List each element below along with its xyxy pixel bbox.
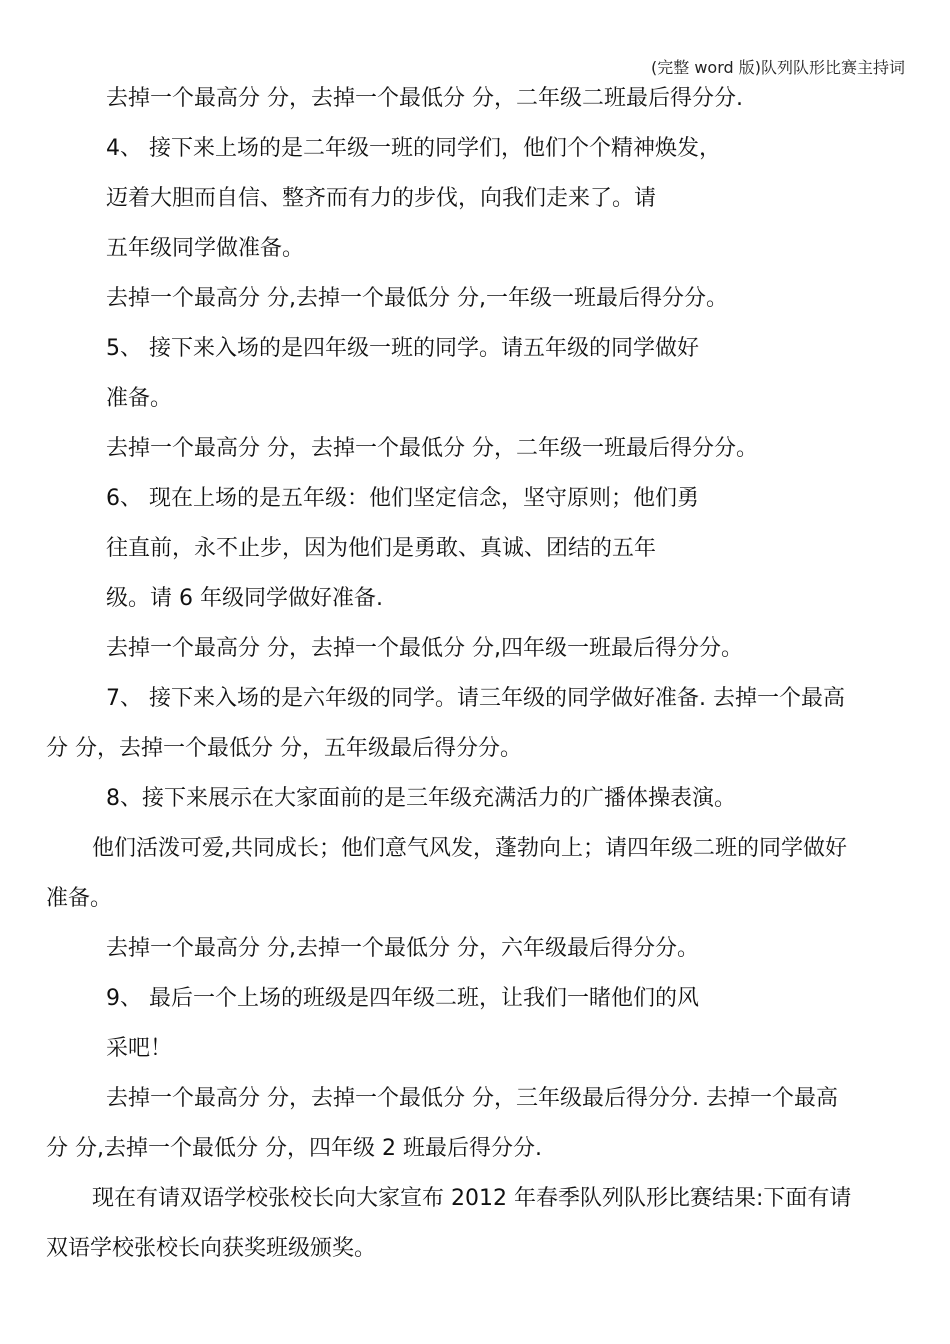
paragraph-line: 往直前，永不止步，因为他们是勇敢、真诚、团结的五年 (106, 536, 657, 561)
paragraph-line: 双语学校张校长向获奖班级颁奖。 (46, 1236, 377, 1261)
paragraph-line: 迈着大胆而自信、整齐而有力的步伐，向我们走来了。请 (106, 186, 657, 211)
page-header: (完整 word 版)队列队形比赛主持词 (651, 58, 905, 77)
paragraph-line: 现在有请双语学校张校长向大家宣布 2012 年春季队列队形比赛结果:下面有请 (92, 1186, 852, 1211)
paragraph-line: 分 分，去掉一个最低分 分，五年级最后得分分。 (46, 736, 522, 761)
paragraph-line: 5、 接下来入场的是四年级一班的同学。请五年级的同学做好 (106, 336, 699, 361)
paragraph-line: 准备。 (46, 886, 113, 911)
paragraph-line: 4、 接下来上场的是二年级一班的同学们，他们个个精神焕发， (106, 136, 721, 161)
paragraph-line: 去掉一个最高分 分，去掉一个最低分 分，二年级二班最后得分分. (106, 86, 743, 111)
paragraph-line: 6、 现在上场的是五年级：他们坚定信念，坚守原则；他们勇 (106, 486, 699, 511)
paragraph-line: 去掉一个最高分 分,去掉一个最低分 分，六年级最后得分分。 (106, 936, 699, 961)
paragraph-line: 9、 最后一个上场的班级是四年级二班，让我们一睹他们的风 (106, 986, 699, 1011)
paragraph-line: 去掉一个最高分 分，去掉一个最低分 分，二年级一班最后得分分。 (106, 436, 758, 461)
paragraph-line: 级。请 6 年级同学做好准备. (106, 586, 383, 611)
paragraph-line: 他们活泼可爱,共同成长；他们意气风发，蓬勃向上；请四年级二班的同学做好 (92, 836, 847, 861)
paragraph-line: 准备。 (106, 386, 173, 411)
paragraph-line: 7、 接下来入场的是六年级的同学。请三年级的同学做好准备. 去掉一个最高 (106, 686, 845, 711)
paragraph-line: 分 分,去掉一个最低分 分，四年级 2 班最后得分分. (46, 1136, 542, 1161)
paragraph-line: 去掉一个最高分 分，去掉一个最低分 分,四年级一班最后得分分。 (106, 636, 743, 661)
paragraph-line: 五年级同学做准备。 (106, 236, 305, 261)
paragraph-line: 去掉一个最高分 分，去掉一个最低分 分，三年级最后得分分. 去掉一个最高 (106, 1086, 838, 1111)
paragraph-line: 去掉一个最高分 分,去掉一个最低分 分,一年级一班最后得分分。 (106, 286, 728, 311)
paragraph-line: 8、接下来展示在大家面前的是三年级充满活力的广播体操表演。 (106, 786, 736, 811)
paragraph-line: 采吧！ (106, 1036, 173, 1061)
